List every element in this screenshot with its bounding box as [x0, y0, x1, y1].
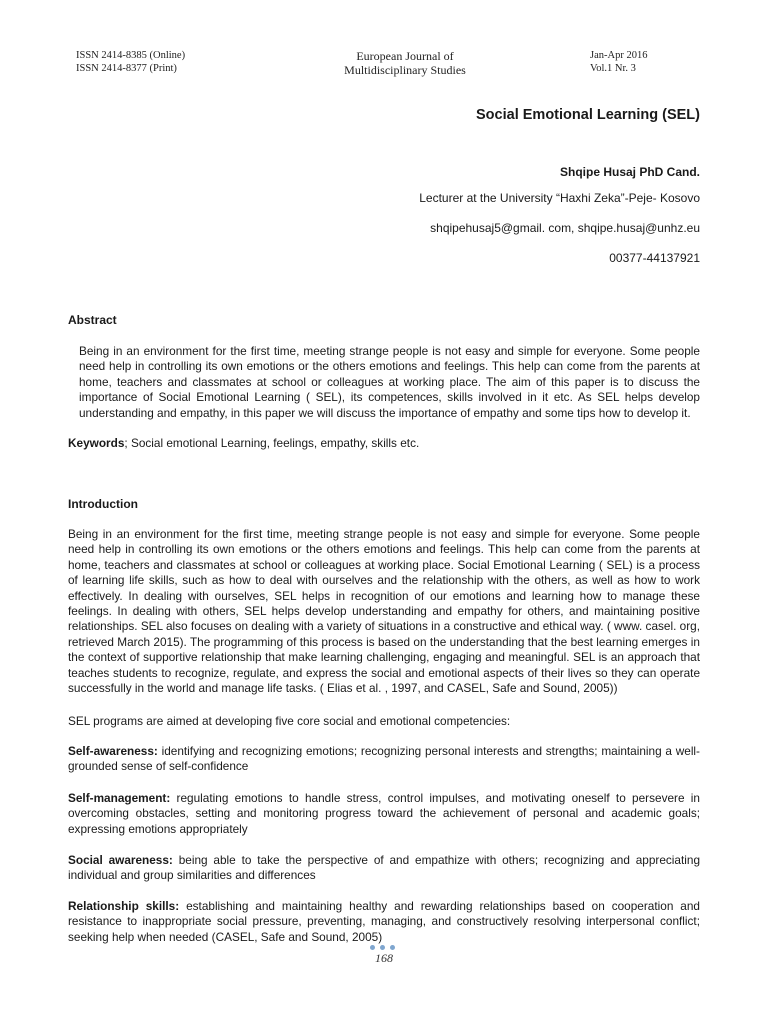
dot-icon [370, 945, 375, 950]
competency-self-management [68, 791, 700, 837]
issue-date: Jan-Apr 2016 [590, 50, 648, 61]
dot-icon [390, 945, 395, 950]
author-phone: 00377-44137921 [609, 251, 700, 265]
paper-title: Social Emotional Learning (SEL) [476, 107, 700, 123]
competency-social-awareness [68, 853, 700, 884]
competency-term: Relationship skills: [68, 899, 180, 913]
keywords-label: Keywords [68, 436, 125, 450]
issue-block [590, 49, 647, 75]
competency-term: Social awareness: [68, 853, 173, 867]
competency-term: Self-awareness: [68, 744, 158, 758]
competency-term: Self-management: [68, 791, 171, 805]
journal-line-2: Multidisciplinary Studies [344, 63, 466, 77]
issn-print: ISSN 2414-8377 (Print) [76, 63, 177, 74]
journal-name [0, 49, 768, 77]
competency-self-awareness [68, 744, 700, 775]
introduction-heading: Introduction [68, 497, 138, 511]
author-emails: shqipehusaj5@gmail. com, shqipe.husaj@unhz.eu [430, 221, 700, 235]
programs-text: SEL programs are aimed at developing five core social and emotional competencies: [68, 714, 511, 728]
competency-text: identifying and recognizing emotions; recognizing personal interests and strengths; maintaining a well-grounded sense of self-confidence [68, 744, 700, 774]
author-name: Shqipe Husaj PhD Cand. [559, 165, 700, 179]
keywords [68, 436, 700, 451]
competency-text: establishing and maintaining healthy and rewarding relationships based on cooperation and resistance to inappropriate social pressure, preventing, managing, and constructively resolving interpersonal conflict; seeking help when needed (CASEL, Safe and Sound, 2005) [68, 899, 700, 944]
page-header [0, 49, 768, 81]
competency-text: being able to take the perspective of and empathize with others; recognizing and appreciating individual and group similarities and differences [68, 853, 701, 883]
abstract-text: Being in an environment for the first time, meeting strange people is not easy and simple for everyone. Some people need help in controlling its own emotions or the others emotions and feelings. This help can come from the parents at home, teachers and classmates at school or colleagues at working place. The aim of this paper is to discuss the importance of Social Emotional Learning ( SEL), its competences, skills involved in it etc. As SEL helps develop understanding and empathy, in this paper we will discuss the importance of empathy and some tips how to develop it. [79, 344, 700, 420]
introduction-text: Being in an environment for the first time, meeting strange people is not easy and simple for everyone. Some people need help in controlling its own emotions or the others emotions and feelings. This help can come from the parents at home, teachers and classmates at school or colleagues at working place. Social Emotional Learning ( SEL) is a process of learning life skills, such as how to deal with ourselves and the relationship with the others, as well as how to work effectively. In dealing with ourselves, SEL helps in recognition of our emotions and learning how to manage these feelings. In dealing with others, SEL helps develop understanding and empathy for others, and maintaining positive relationships. SEL also focuses on dealing with a variety of situations in a constructive and ethical way. ( www. casel. org, retrieved March 2015). The programming of this process is based on the understanding that the best learning emerges in the context of supportive relationship that make learning challenging, engaging and meaningful. SEL is an approach that teaches students to recognize, regulate, and express the social and emotional aspects of their lives so they can operate successfully in the world and manage life tasks. ( Elias et al. , 1997, and CASEL, Safe and Sound, 2005)) [68, 527, 700, 696]
page-number: 168 [375, 951, 393, 965]
author-affiliation: Lecturer at the University “Haxhi Zeka”-Peje- Kosovo [419, 191, 700, 205]
dot-icon [380, 945, 385, 950]
issue-volume: Vol.1 Nr. 3 [590, 63, 636, 74]
competency-text: regulating emotions to handle stress, control impulses, and motivating oneself to persevere in overcoming obstacles, setting and monitoring progress toward the achievement of personal and academic goals; expressing emotions appropriately [68, 791, 700, 836]
journal-line-1: European Journal of [356, 49, 454, 63]
competency-relationship-skills [68, 899, 700, 945]
abstract-heading: Abstract [68, 313, 117, 327]
issn-online: ISSN 2414-8385 (Online) [76, 50, 186, 61]
keywords-text: ; Social emotional Learning, feelings, empathy, skills etc. [124, 436, 420, 450]
